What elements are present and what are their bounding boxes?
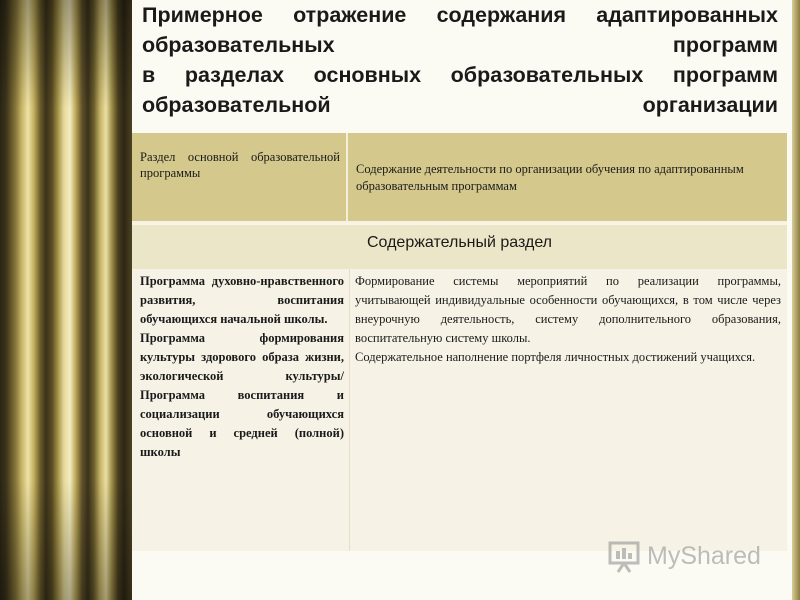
activity-paragraph: Формирование системы мероприятий по реализации программы, учитывающей индивидуальные особенности обучающихся, в том числе через внеурочную деятельность, систему дополнительного образования, воспитательную систему школы. [355,274,781,345]
header-cell-section: Раздел основной образовательной программы [132,133,348,221]
program-paragraph: Программа духовно-нравственного развития, воспитания обучающихся начальной школы. [140,274,344,326]
program-paragraph: Программа формирования культуры здорового образа жизни, экологической культуры/ Программа воспитания и социализации обучающихся основной и средней (полной) школы [140,331,344,459]
table-cell-programs [132,269,350,551]
title-line: образовательной организации [142,93,778,117]
watermark-text: MyShared [647,542,761,570]
decorative-edge [792,0,800,600]
title-line: Примерное отражение содержания адаптированных [142,3,778,27]
header-cell-content: Содержание деятельности по организации обучения по адаптированным образовательным программам [356,162,744,193]
title-line: образовательных программ [142,33,778,57]
decorative-curtain [0,0,132,600]
table-cell-activities [351,269,787,551]
myshared-logo-icon [607,538,643,574]
section-title: Содержательный раздел [366,234,553,251]
table-row [132,269,787,551]
table-header-row [132,133,787,221]
title-line: в разделах основных образовательных программ [142,63,778,87]
content-table [132,133,787,551]
watermark [607,538,777,574]
activity-paragraph: Содержательное наполнение портфеля личностных достижений учащихся. [355,350,756,364]
table-section-row [132,223,787,269]
slide-title [142,0,778,120]
